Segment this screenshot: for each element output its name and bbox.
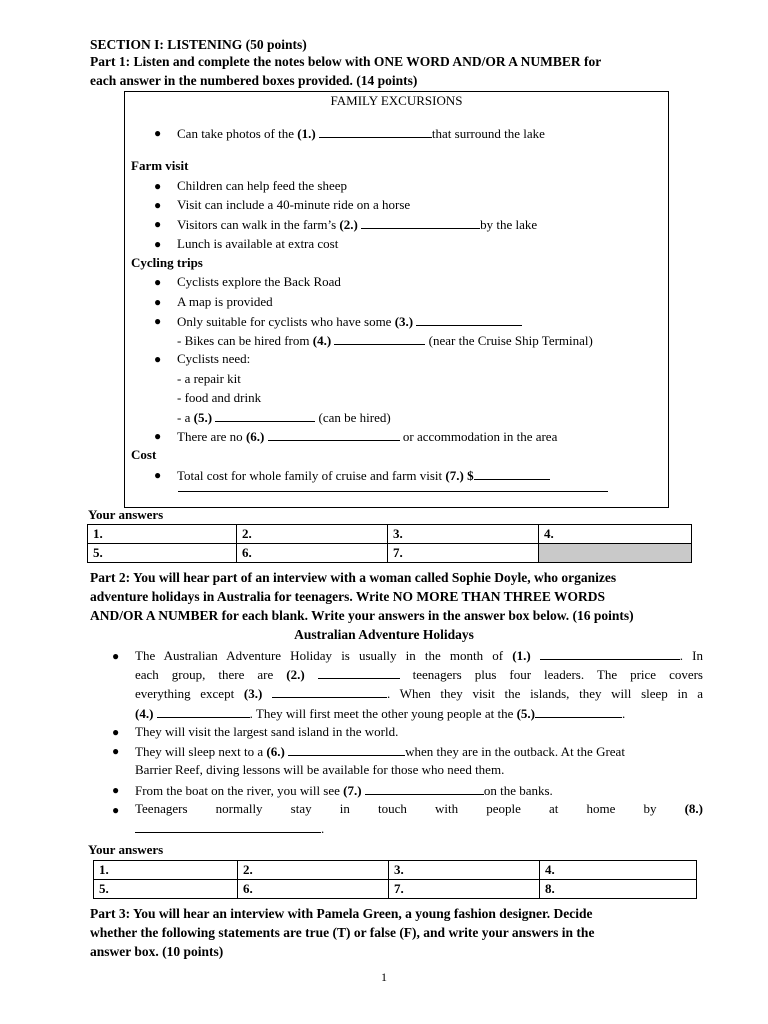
part2-instruction-line1: Part 2: You will hear part of an interview with a woman called Sophie Doyle, who organizes (90, 570, 617, 585)
answer-cell[interactable]: 8. (540, 880, 697, 899)
bullet-icon: ● (154, 352, 162, 366)
bullet-icon: ● (112, 803, 120, 817)
p2-bullet-3-line2: Barrier Reef, diving lessons will be available for those who need them. (135, 762, 505, 777)
p2-line4: (4.) . They will first meet the other young people at the (5.) . (135, 706, 626, 721)
answer-cell[interactable]: 3. (388, 525, 539, 544)
answer-cell[interactable]: 4. (539, 525, 692, 544)
answer-cell[interactable]: 2. (237, 525, 388, 544)
bullet-icon: ● (154, 179, 162, 193)
bullet-icon: ● (154, 468, 162, 482)
bullet-icon: ● (112, 725, 120, 739)
p2-bullet-4: From the boat on the river, you will see (7.) on the banks. (135, 783, 553, 798)
part3-instruction-line3: answer box. (10 points) (90, 944, 224, 959)
p2-line3: everything except (3.) . When they visit the islands, they will sleep in a (135, 686, 704, 701)
bullet-icon: ● (154, 275, 162, 289)
p2-blank-1[interactable] (540, 647, 680, 660)
blank-2[interactable] (361, 216, 480, 229)
answer-cell[interactable]: 7. (389, 880, 540, 899)
p2-bullet-3: They will sleep next to a (6.) when they are in the outback. At the Great (135, 744, 625, 759)
p2-blank-2[interactable] (318, 666, 400, 679)
part3-instruction-line2: whether the following statements are true (T) or false (F), and write your answers in the (90, 925, 595, 940)
section-heading: SECTION I: LISTENING (50 points) (90, 37, 307, 52)
answer-cell[interactable]: 5. (94, 880, 238, 899)
need-item-2: - food and drink (177, 390, 262, 405)
p2-line2: each group, there are (2.) teenagers plus four leaders. The price covers (135, 667, 703, 682)
bullet-icon: ● (112, 783, 120, 797)
part2-title: Australian Adventure Holidays (294, 627, 474, 642)
cycling-item-2: A map is provided (177, 294, 273, 309)
p2-blank-5[interactable] (535, 705, 622, 718)
family-excursions-title: FAMILY EXCURSIONS (330, 93, 463, 108)
blank-6[interactable] (268, 428, 400, 441)
part1-answer-table (87, 524, 692, 563)
answer-cell[interactable]: 1. (94, 861, 238, 880)
answer-cell[interactable]: 5. (88, 544, 237, 563)
farm-item-3: Visitors can walk in the farm’s (2.) by the lake (177, 217, 538, 232)
blank-7[interactable] (474, 467, 550, 480)
blank-5[interactable] (215, 409, 315, 422)
farm-item-1: Children can help feed the sheep (177, 178, 348, 193)
page-number: 1 (381, 970, 387, 984)
part2-answers-label: Your answers (88, 842, 164, 857)
part3-instruction-line1: Part 3: You will hear an interview with Pamela Green, a young fashion designer. Decide (90, 906, 593, 921)
blank-4[interactable] (334, 332, 425, 345)
answer-cell[interactable]: 2. (238, 861, 389, 880)
bullet-icon: ● (154, 295, 162, 309)
cost-line: Total cost for whole family of cruise and farm visit (7.) $ (177, 467, 550, 484)
p2-bullet-2: They will visit the largest sand island in the world. (135, 724, 399, 739)
bullet-icon: ● (154, 126, 162, 140)
bullet-icon: ● (154, 314, 162, 328)
no-item: There are no (6.) or accommodation in the area (177, 429, 558, 444)
answer-cell[interactable]: 7. (388, 544, 539, 563)
cycling-item-1: Cyclists explore the Back Road (177, 274, 341, 289)
bullet-icon: ● (154, 217, 162, 231)
shaded-cell (539, 544, 692, 563)
part2-answer-table (93, 860, 697, 899)
cycling-item-3: Only suitable for cyclists who have some (3.) (177, 313, 522, 330)
bullet-icon: ● (154, 198, 162, 212)
blank-1[interactable] (319, 125, 432, 138)
p2-blank-6[interactable] (288, 743, 405, 756)
part1-instruction-line2: each answer in the numbered boxes provided. (14 points) (90, 73, 418, 88)
farm-visit-heading: Farm visit (131, 158, 189, 173)
cyclists-need: Cyclists need: (177, 351, 251, 366)
answer-cell[interactable]: 6. (237, 544, 388, 563)
p2-blank-3[interactable] (272, 685, 387, 698)
p2-line1: The Australian Adventure Holiday is usually in the month of (1.) . In (135, 648, 704, 663)
part2-instruction-line2: adventure holidays in Australia for teenagers. Write NO MORE THAN THREE WORDS (90, 589, 606, 604)
farm-item-2: Visit can include a 40-minute ride on a horse (177, 197, 411, 212)
bullet-icon: ● (112, 744, 120, 758)
answer-cell[interactable]: 4. (540, 861, 697, 880)
bullet-icon: ● (112, 649, 120, 663)
photos-line: Can take photos of the (1.) that surround the lake (177, 126, 545, 141)
bullet-icon: ● (154, 429, 162, 443)
signature-line (178, 491, 608, 492)
bullet-icon: ● (154, 237, 162, 251)
answer-cell[interactable]: 1. (88, 525, 237, 544)
need-item-3: - a (5.) (can be hired) (177, 410, 391, 425)
farm-item-4: Lunch is available at extra cost (177, 236, 339, 251)
p2-bullet-5: Teenagers normally stay in touch with people at home by (8.) (135, 801, 703, 816)
bikes-line: - Bikes can be hired from (4.) (near the Cruise Ship Terminal) (177, 333, 593, 348)
p2-blank-4[interactable] (157, 705, 250, 718)
part2-instruction-line3: AND/OR A NUMBER for each blank. Write your answers in the answer box below. (16 points) (90, 608, 634, 623)
answer-cell[interactable]: 3. (389, 861, 540, 880)
p2-blank-8[interactable] (135, 820, 321, 833)
p2-blank-7[interactable] (365, 782, 484, 795)
p2-bullet-5-line2: . (135, 820, 324, 837)
cost-heading: Cost (131, 447, 157, 462)
part1-answers-label: Your answers (88, 507, 164, 522)
blank-3[interactable] (416, 313, 522, 326)
answer-cell[interactable]: 6. (238, 880, 389, 899)
need-item-1: - a repair kit (177, 371, 241, 386)
cycling-trips-heading: Cycling trips (131, 255, 203, 270)
part1-instruction-line1: Part 1: Listen and complete the notes below with ONE WORD AND/OR A NUMBER for (90, 54, 602, 69)
